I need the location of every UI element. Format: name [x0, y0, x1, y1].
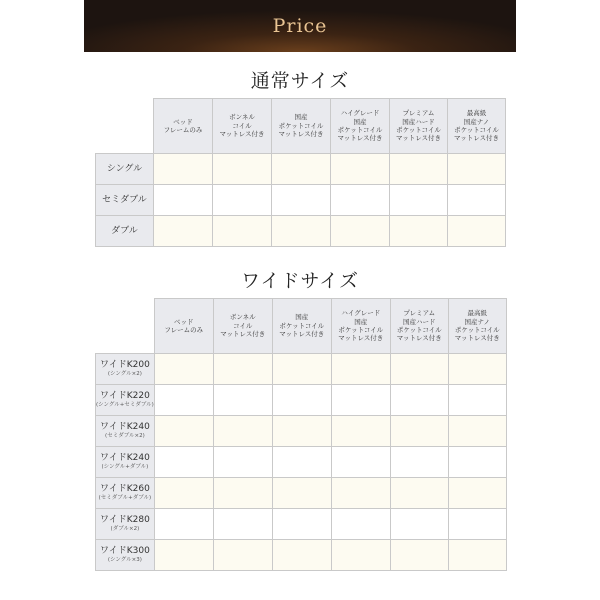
price-cell: [331, 540, 390, 571]
table-row: [96, 185, 506, 216]
price-cell: [213, 478, 272, 509]
price-cell: [213, 185, 272, 216]
table-row: [96, 385, 507, 416]
price-cell: [272, 478, 331, 509]
row-header: セミダブル: [96, 185, 154, 216]
row-header: ワイドK220 (シングル+セミダブル): [96, 385, 155, 416]
price-cell: [154, 385, 213, 416]
column-header-nano: 最高級 国産ナノ ポケットコイル マットレス付き: [448, 99, 506, 154]
table-row: [96, 416, 507, 447]
price-cell: [272, 509, 331, 540]
column-header-nano: 最高級 国産ナノ ポケットコイル マットレス付き: [448, 299, 506, 354]
column-header-premium: プレミアム 国産ハード ポケットコイル マットレス付き: [390, 99, 448, 154]
column-header-high-grade: ハイグレード 国産 ポケットコイル マットレス付き: [331, 299, 390, 354]
table-row: [96, 447, 507, 478]
price-cell: [448, 447, 506, 478]
column-header-high-grade: ハイグレード 国産 ポケットコイル マットレス付き: [331, 99, 390, 154]
price-cell: [331, 416, 390, 447]
price-cell: [272, 216, 331, 247]
row-header: ワイドK300 (シングル×3): [96, 540, 155, 571]
row-header: ワイドK200 (シングル×2): [96, 354, 155, 385]
column-header-bonnell: ボンネル コイル マットレス付き: [213, 99, 272, 154]
price-cell: [272, 540, 331, 571]
price-cell: [272, 354, 331, 385]
row-header: ワイドK240 (シングル+ダブル): [96, 447, 155, 478]
table-row: [96, 509, 507, 540]
price-cell: [390, 540, 448, 571]
price-cell: [448, 509, 506, 540]
price-cell: [390, 416, 448, 447]
price-cell: [154, 154, 213, 185]
price-cell: [448, 540, 506, 571]
price-cell: [331, 478, 390, 509]
price-cell: [154, 447, 213, 478]
price-cell: [448, 185, 506, 216]
price-cell: [331, 509, 390, 540]
price-cell: [331, 385, 390, 416]
price-cell: [390, 185, 448, 216]
price-cell: [154, 478, 213, 509]
price-cell: [213, 216, 272, 247]
price-cell: [448, 478, 506, 509]
price-cell: [213, 509, 272, 540]
price-cell: [331, 354, 390, 385]
price-cell: [448, 385, 506, 416]
normal-size-price-table: [95, 98, 506, 247]
price-cell: [154, 509, 213, 540]
row-header: ワイドK240 (セミダブル×2): [96, 416, 155, 447]
price-cell: [154, 185, 213, 216]
price-cell: [272, 185, 331, 216]
column-header-pocket: 国産 ポケットコイル マットレス付き: [272, 299, 331, 354]
price-cell: [154, 416, 213, 447]
price-banner: [84, 0, 516, 52]
row-header: ワイドK280 (ダブル×2): [96, 509, 155, 540]
column-header-frame-only: ベッド フレームのみ: [154, 299, 213, 354]
price-cell: [272, 385, 331, 416]
table-corner: [96, 99, 154, 154]
price-cell: [272, 154, 331, 185]
price-cell: [331, 447, 390, 478]
price-cell: [448, 154, 506, 185]
price-cell: [213, 416, 272, 447]
price-cell: [331, 185, 390, 216]
wide-size-title: ワイドサイズ: [241, 270, 359, 292]
row-header: ダブル: [96, 216, 154, 247]
price-cell: [331, 216, 390, 247]
price-cell: [213, 540, 272, 571]
wide-size-price-table: [95, 298, 507, 571]
price-cell: [390, 385, 448, 416]
row-header: シングル: [96, 154, 154, 185]
banner-title: Price: [272, 15, 328, 37]
price-cell: [448, 354, 506, 385]
table-row: [96, 354, 507, 385]
price-cell: [448, 416, 506, 447]
price-cell: [390, 447, 448, 478]
column-header-bonnell: ボンネル コイル マットレス付き: [213, 299, 272, 354]
table-row: [96, 478, 507, 509]
column-header-pocket: 国産 ポケットコイル マットレス付き: [272, 99, 331, 154]
price-cell: [272, 447, 331, 478]
price-cell: [390, 216, 448, 247]
table-corner: [96, 299, 155, 354]
price-cell: [154, 540, 213, 571]
price-cell: [213, 354, 272, 385]
column-header-frame-only: ベッド フレームのみ: [154, 99, 213, 154]
normal-size-title: 通常サイズ: [250, 70, 350, 92]
price-cell: [390, 354, 448, 385]
table-row: [96, 540, 507, 571]
price-cell: [154, 354, 213, 385]
price-cell: [390, 154, 448, 185]
price-cell: [390, 478, 448, 509]
table-row: [96, 216, 506, 247]
price-cell: [331, 154, 390, 185]
price-cell: [213, 385, 272, 416]
price-cell: [154, 216, 213, 247]
row-header: ワイドK260 (セミダブル+ダブル): [96, 478, 155, 509]
column-header-premium: プレミアム 国産ハード ポケットコイル マットレス付き: [390, 299, 448, 354]
price-cell: [272, 416, 331, 447]
table-row: [96, 154, 506, 185]
price-cell: [448, 216, 506, 247]
price-cell: [390, 509, 448, 540]
price-cell: [213, 447, 272, 478]
price-cell: [213, 154, 272, 185]
